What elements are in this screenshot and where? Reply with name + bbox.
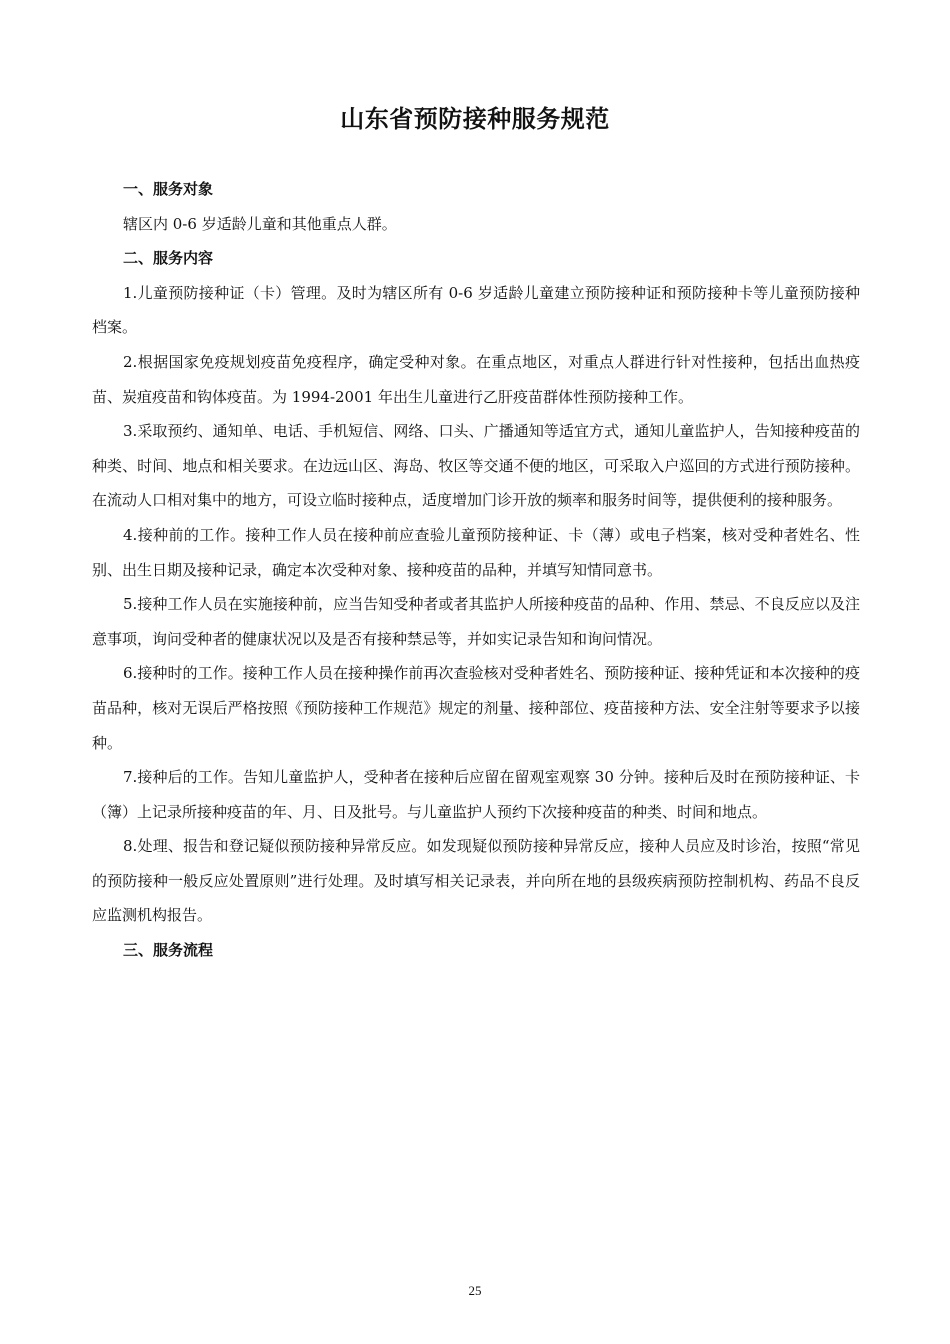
- section-heading: 三、服务流程: [123, 941, 214, 960]
- paragraph: 1.儿童预防接种证（卡）管理。及时为辖区所有 0-6 岁适龄儿童建立预防接种证和预防接种卡等儿童预防接种档案。: [92, 283, 860, 337]
- document-body: [92, 172, 860, 968]
- paragraph: 3.采取预约、通知单、电话、手机短信、网络、口头、广播通知等适宜方式，通知儿童监护人，告知接种疫苗的种类、时间、地点和相关要求。在边远山区、海岛、牧区等交通不便的地区，可采取入户巡回的方式进行预防接种。在流动人口相对集中的地方，可设立临时接种点，适度增加门诊开放的频率和服务时间等，提供便利的接种服务。: [92, 422, 860, 510]
- paragraph: 8.处理、报告和登记疑似预防接种异常反应。如发现疑似预防接种异常反应，接种人员应及时诊治，按照“常见的预防接种一般反应处置原则”进行处理。及时填写相关记录表，并向所在地的县级疾病预防控制机构、药品不良反应监测机构报告。: [92, 837, 860, 925]
- paragraph: 5.接种工作人员在实施接种前，应当告知受种者或者其监护人所接种疫苗的品种、作用、禁忌、不良反应以及注意事项，询问受种者的健康状况以及是否有接种禁忌等，并如实记录告知和询问情况。: [92, 595, 860, 648]
- document-title: 山东省预防接种服务规范: [340, 105, 610, 133]
- paragraph: 辖区内 0-6 岁适龄儿童和其他重点人群。: [123, 214, 397, 233]
- paragraph: 6.接种时的工作。接种工作人员在接种操作前再次查验核对受种者姓名、预防接种证、接种凭证和本次接种的疫苗品种，核对无误后严格按照《预防接种工作规范》规定的剂量、接种部位、疫苗接种方法、安全注射等要求予以接种。: [92, 664, 860, 752]
- page-number: 25: [468, 1283, 482, 1298]
- section-service-target: [92, 172, 860, 241]
- paragraph: 2.根据国家免疫规划疫苗免疫程序，确定受种对象。在重点地区，对重点人群进行针对性接种，包括出血热疫苗、炭疽疫苗和钩体疫苗。为 1994-2001 年出生儿童进行乙肝疫苗群体性预防接种工作。: [92, 352, 860, 406]
- paragraph: 4.接种前的工作。接种工作人员在接种前应查验儿童预防接种证、卡（薄）或电子档案，核对受种者姓名、性别、出生日期及接种记录，确定本次受种对象、接种疫苗的品种，并填写知情同意书。: [92, 525, 860, 579]
- section-heading: 二、服务内容: [123, 249, 214, 268]
- section-service-content: [92, 241, 860, 933]
- section-service-process: [92, 933, 860, 968]
- section-heading: 一、服务对象: [123, 180, 214, 198]
- paragraph: 7.接种后的工作。告知儿童监护人，受种者在接种后应留在留观室观察 30 分钟。接种后及时在预防接种证、卡（簿）上记录所接种疫苗的年、月、日及批号。与儿童监护人预约下次接种疫苗的种类、时间和地点。: [92, 768, 860, 821]
